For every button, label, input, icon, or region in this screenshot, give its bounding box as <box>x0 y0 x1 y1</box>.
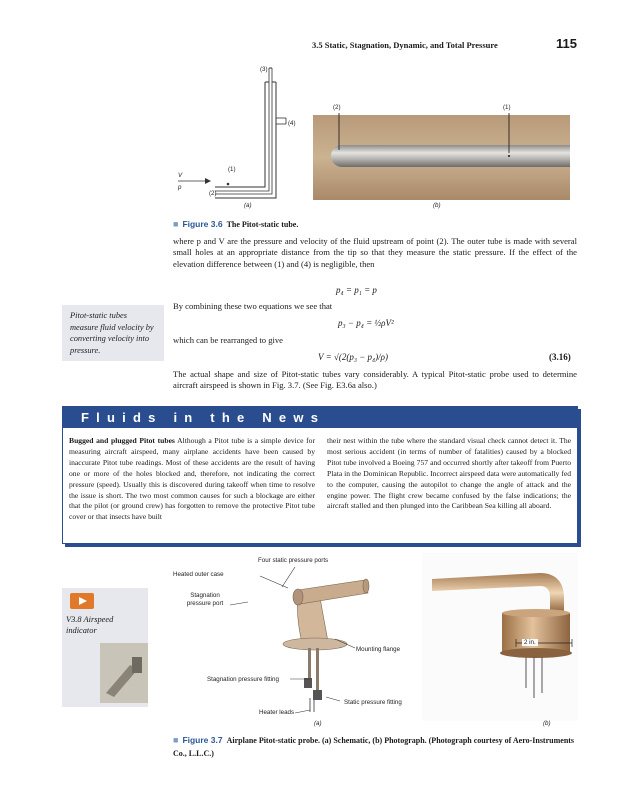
label-3: (3) <box>260 66 268 73</box>
equation-3-number: (3.16) <box>549 352 571 362</box>
figure-3-7-label: Figure 3.7 <box>182 735 223 745</box>
label-static-fitting: Static pressure fitting <box>344 699 402 706</box>
video-sidebar <box>62 588 148 707</box>
photo-probe <box>422 553 578 721</box>
equation-3: V = √(2(p₃ − p₄)/ρ) <box>318 352 388 362</box>
label-stagnation-fitting: Stagnation pressure fitting <box>207 676 279 683</box>
label-two-inches: 2 in. <box>524 639 536 646</box>
running-header: 3.5 Static, Stagnation, Dynamic, and Total Pressure <box>312 40 498 50</box>
video-play-button[interactable] <box>70 593 94 609</box>
play-icon <box>70 593 94 609</box>
label-heated-outer-case: Heated outer case <box>173 571 224 578</box>
margin-note: Pitot-static tubes measure fluid velocity by converting velocity into pressure. <box>62 305 164 361</box>
fluids-in-the-news-box <box>62 406 578 544</box>
label-v: V <box>178 172 183 179</box>
paragraph-3: which can be rearranged to give <box>173 335 283 345</box>
airplane-pitot-photo <box>422 553 578 721</box>
news-column-2: their nest within the tube where the standard visual check cannot detect it. The most serious accident (in terms of number of fatalities) caused by a blocked Pitot tube involved a Boeing 757 and occurred shortly after takeoff from Puerto Plata in the Dominican Republic. Incorrect airspeed data were automatically fed to the computer, causing the autopilot to change the angle of attack and the engine power. The flight crew became confused by the false indications; the aircraft stalled and then plunged into the Caribbean Sea killing all aboard. <box>327 436 571 511</box>
equation-1: p₄ = p₁ = p <box>336 285 377 295</box>
label-b: (b) <box>433 202 441 209</box>
video-thumbnail[interactable] <box>100 643 148 703</box>
label-1: (1) <box>228 166 236 173</box>
news-col1-text: Although a Pitot tube is a simple device for measuring aircraft airspeed, many airplane accidents have been caused by inaccurate Pitot tube readings. Most of these accidents are the result of having one or more of the holes blocked and, therefore, not indicating the correct pressure (speed). Usually this is discovered during takeoff when time to resolve the issue is short. The two most common causes for such a blockage are either that the pilot (or ground crew) has forgotten to remove the protective Pitot tube cover or that insects have built <box>69 436 315 522</box>
news-headline: Bugged and plugged Pitot tubes <box>69 436 175 445</box>
label-four-static-ports: Four static pressure ports <box>258 557 329 564</box>
figure-3-6-label: Figure 3.6 <box>182 219 223 229</box>
photo-leader-lines <box>313 105 570 175</box>
label-2: (2) <box>209 190 217 197</box>
figure-3-7-text: Airplane Pitot-static probe. (a) Schematic, (b) Photograph. (Photograph courtesy of Aero-Instruments Co., L.L.C.) <box>173 736 575 758</box>
equation-2: p₃ − p₄ = ½ρV² <box>338 318 394 328</box>
paragraph-1: where p and V are the pressure and velocity of the fluid upstream of point (2). The outer tube is made with several small holes at an appropriate distance from the tip so that they measure the static pressure. If the effect of the elevation difference between (1) and (4) is negligible, then <box>173 236 577 269</box>
label-p: p <box>178 184 182 191</box>
label-heater-leads: Heater leads <box>259 709 295 716</box>
news-column-1 <box>69 436 315 523</box>
figure-3-6-caption <box>173 214 298 232</box>
news-title-bar: F l u i d s i n t h e N e w s <box>63 407 577 428</box>
photo-label-1: (1) <box>503 104 511 111</box>
video-label: V3.8 Airspeed indicator <box>66 615 114 635</box>
figure-3-6-text: The Pitot-static tube. <box>226 220 299 229</box>
caption-square-icon-2: ■ <box>173 735 179 745</box>
label-fig37-a: (a) <box>314 720 322 727</box>
figure-3-7-caption <box>173 733 577 759</box>
paragraph-4: The actual shape and size of Pitot-static tubes vary considerably. A typical Pitot-static probe used to determine aircraft airspeed is shown in Fig. 3.7. (See Fig. E3.6a also.) <box>173 369 577 391</box>
label-fig37-b: (b) <box>543 720 551 727</box>
pitot-static-schematic <box>170 60 310 215</box>
label-stagnation-port: Stagnation pressure port <box>186 592 224 607</box>
photo-label-2: (2) <box>333 104 341 111</box>
label-4: (4) <box>288 120 296 127</box>
label-a: (a) <box>244 202 252 209</box>
paragraph-2: By combining these two equations we see that <box>173 301 333 311</box>
label-mounting-flange: Mounting flange <box>356 646 401 653</box>
caption-square-icon: ■ <box>173 219 179 229</box>
page-number: 115 <box>556 36 577 51</box>
